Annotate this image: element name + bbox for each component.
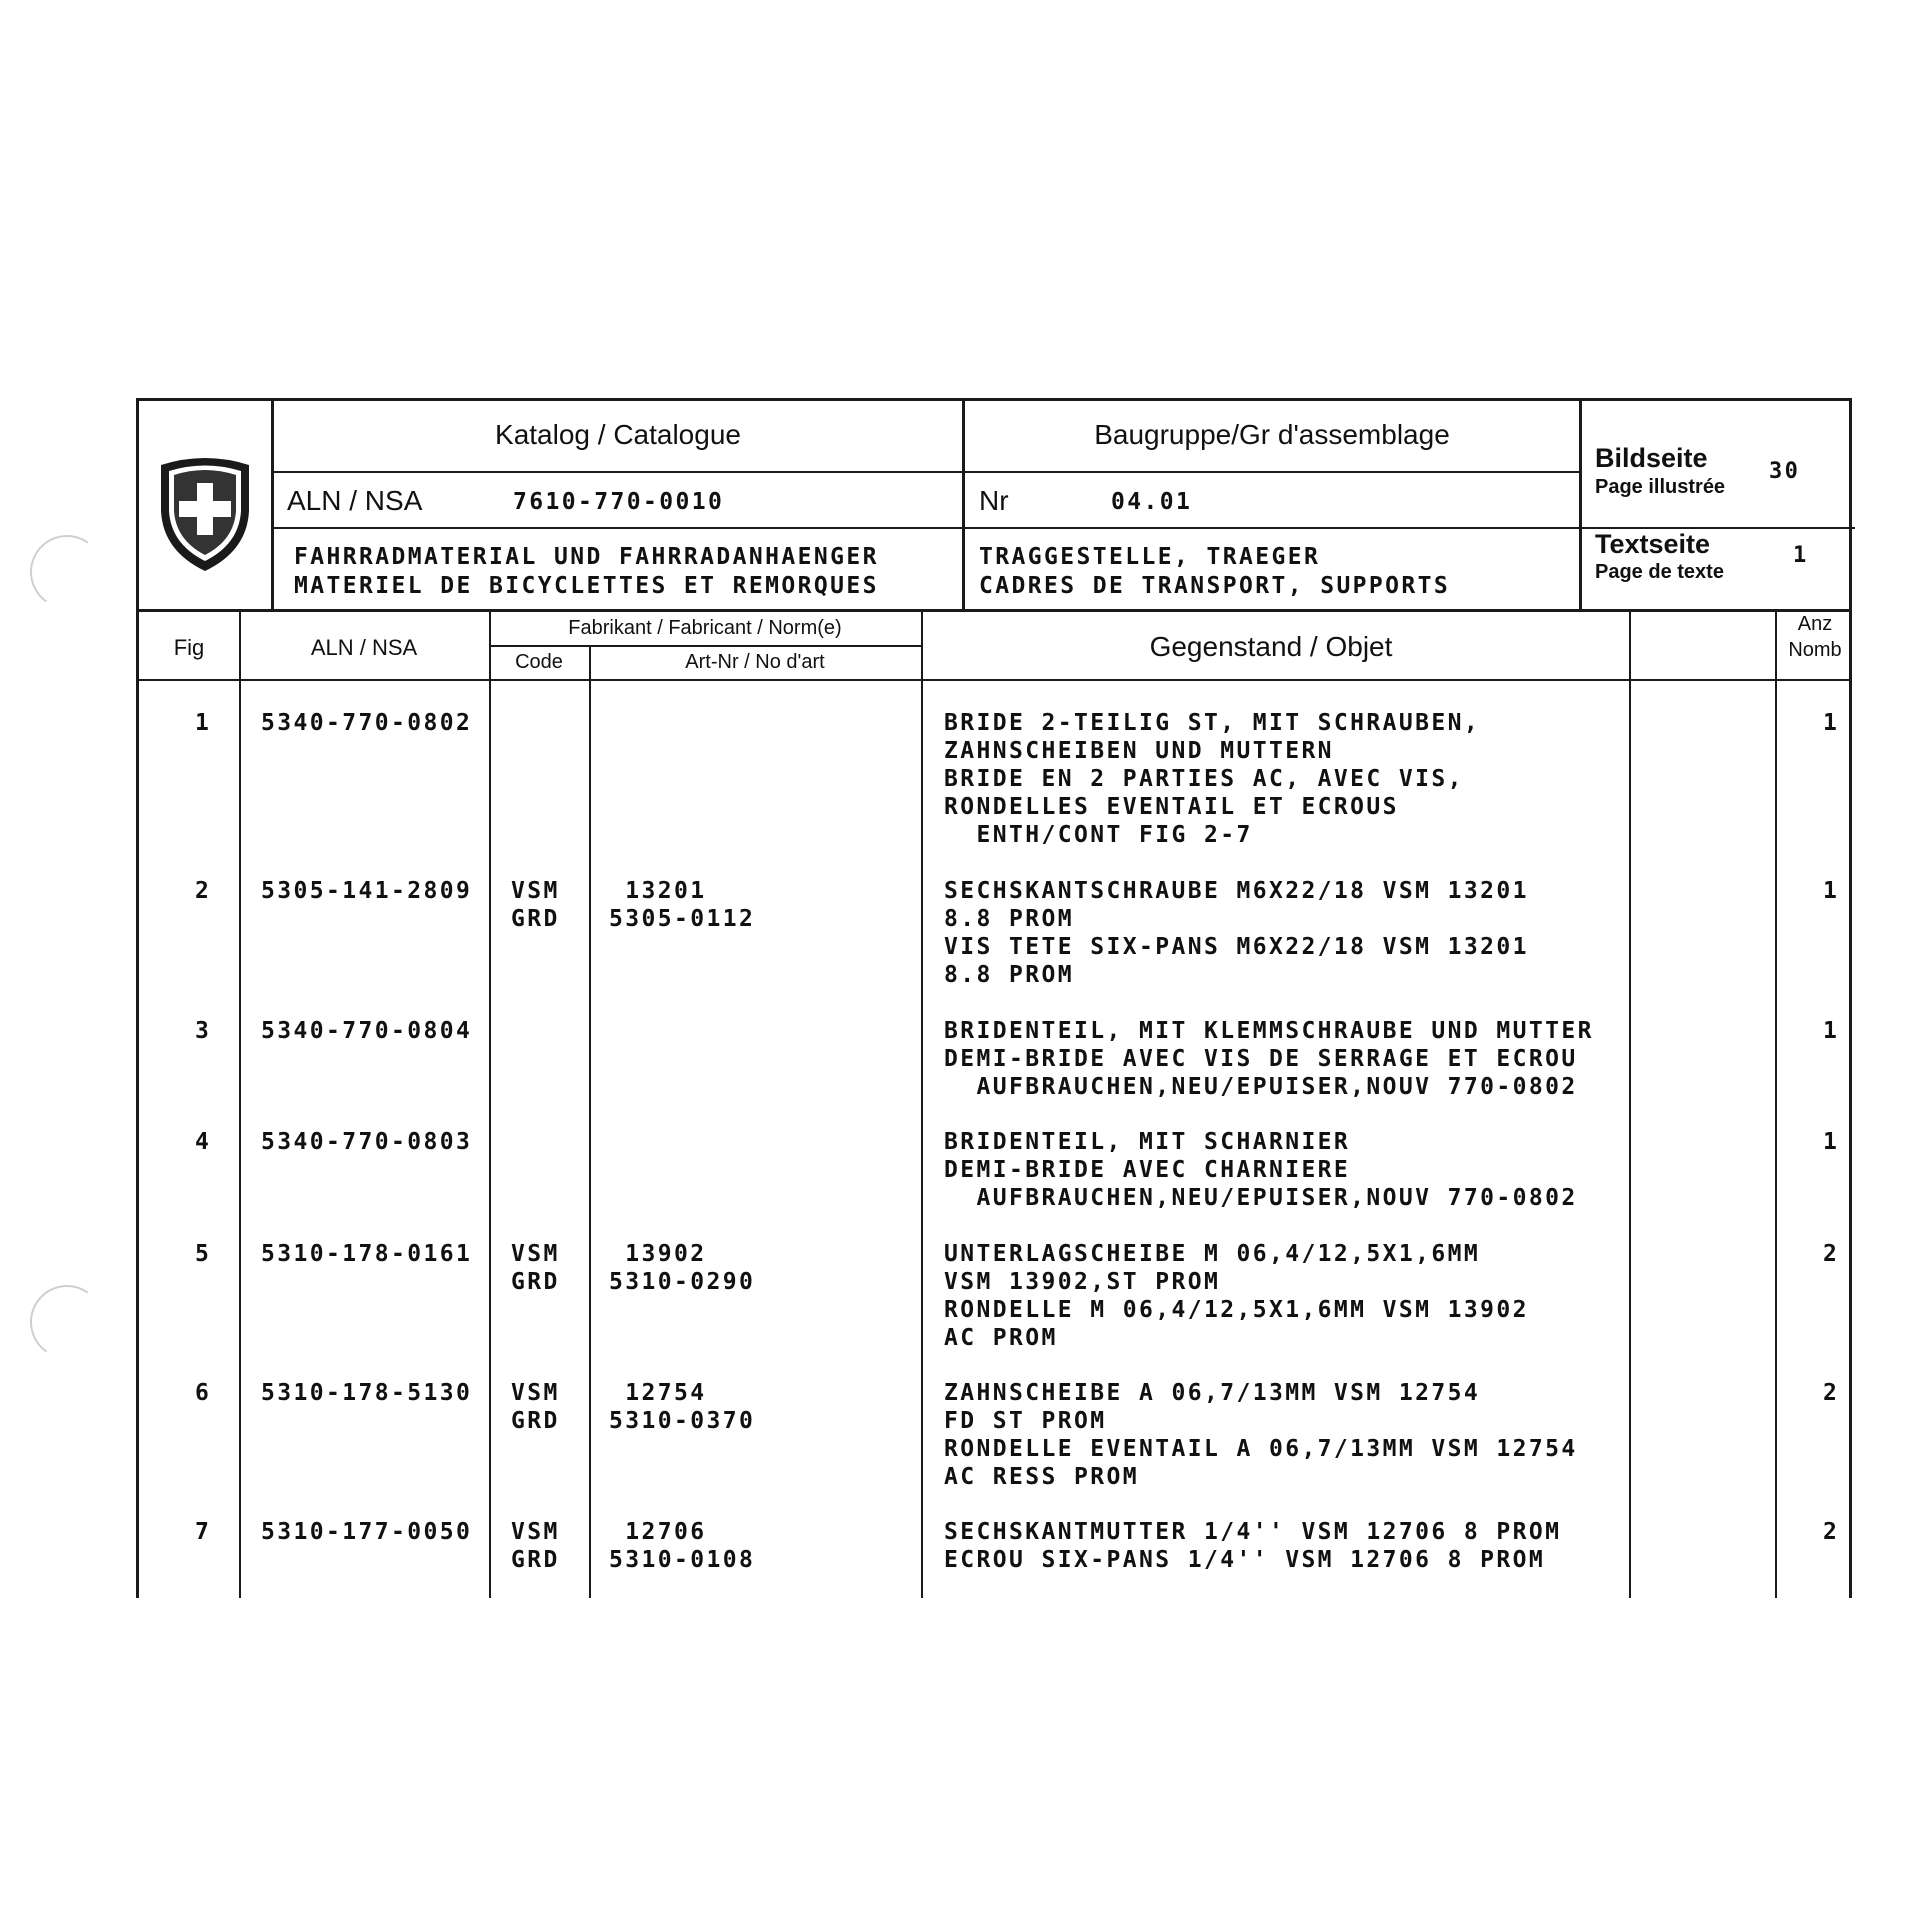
aln-value: 7610-770-0010 xyxy=(513,489,725,515)
assembly-desc-de: TRAGGESTELLE, TRAEGER xyxy=(979,544,1321,570)
row-description: SECHSKANTSCHRAUBE M6X22/18 VSM 13201 8.8 PROM VIS TETE SIX-PANS M6X22/18 VSM 13201 8.8 PROM xyxy=(944,878,1529,988)
table-header xyxy=(139,609,1849,681)
bildseite-sub: Page illustrée xyxy=(1595,476,1726,498)
row-code: VSM GRD xyxy=(511,1380,560,1434)
nr-value: 04.01 xyxy=(1111,489,1193,515)
row-description: BRIDE 2-TEILIG ST, MIT SCHRAUBEN, ZAHNSCHEIBEN UND MUTTERN BRIDE EN 2 PARTIES AC, AVEC VIS, RONDELLES EVENTAIL ET ECROUS ENTH/CONT FIG 2-7 xyxy=(944,710,1481,848)
row-fig: 2 xyxy=(195,878,212,904)
row-fig: 6 xyxy=(195,1380,212,1406)
punch-hole-bottom xyxy=(24,1279,110,1365)
row-art-nr: 12754 5310-0370 xyxy=(609,1380,756,1434)
assembly-desc-fr: CADRES DE TRANSPORT, SUPPORTS xyxy=(979,573,1451,599)
row-fig: 1 xyxy=(195,710,212,736)
col-fig: Fig xyxy=(173,635,205,660)
row-quantity: 2 xyxy=(1823,1380,1840,1406)
row-aln: 5340-770-0804 xyxy=(261,1018,473,1044)
punch-hole-top xyxy=(24,529,110,615)
row-quantity: 1 xyxy=(1823,710,1840,736)
row-aln: 5310-177-0050 xyxy=(261,1519,473,1545)
row-quantity: 1 xyxy=(1823,1129,1840,1155)
row-aln: 5310-178-0161 xyxy=(261,1241,473,1267)
col-object: Gegenstand / Objet xyxy=(1149,631,1393,662)
catalog-title: Katalog / Catalogue xyxy=(495,419,741,450)
row-fig: 3 xyxy=(195,1018,212,1044)
row-aln: 5305-141-2809 xyxy=(261,878,473,904)
row-quantity: 1 xyxy=(1823,878,1840,904)
col-manufacturer: Fabrikant / Fabricant / Norm(e) xyxy=(568,617,842,639)
bildseite-label: Bildseite xyxy=(1595,443,1708,473)
col-qty-nomb: Nomb xyxy=(1788,639,1842,661)
row-code: VSM GRD xyxy=(511,878,560,932)
page-header xyxy=(139,401,1849,612)
textseite-label: Textseite xyxy=(1595,529,1711,559)
row-quantity: 2 xyxy=(1823,1241,1840,1267)
row-aln: 5340-770-0803 xyxy=(261,1129,473,1155)
row-fig: 5 xyxy=(195,1241,212,1267)
catalog-desc-de: FAHRRADMATERIAL UND FAHRRADANHAENGER xyxy=(294,544,879,570)
col-aln: ALN / NSA xyxy=(310,635,418,660)
row-quantity: 1 xyxy=(1823,1018,1840,1044)
aln-label: ALN / NSA xyxy=(287,485,423,516)
row-art-nr: 12706 5310-0108 xyxy=(609,1519,756,1573)
textseite-value: 1 xyxy=(1793,543,1809,568)
nr-label: Nr xyxy=(979,485,1009,516)
row-description: SECHSKANTMUTTER 1/4'' VSM 12706 8 PROM ECROU SIX-PANS 1/4'' VSM 12706 8 PROM xyxy=(944,1519,1562,1573)
row-fig: 7 xyxy=(195,1519,212,1545)
row-description: ZAHNSCHEIBE A 06,7/13MM VSM 12754 FD ST PROM RONDELLE EVENTAIL A 06,7/13MM VSM 12754 AC RESS PROM xyxy=(944,1380,1578,1490)
col-qty-anz: Anz xyxy=(1797,613,1833,635)
textseite-sub: Page de texte xyxy=(1595,561,1724,583)
col-code: Code xyxy=(515,651,563,673)
bildseite-value: 30 xyxy=(1769,459,1801,484)
catalog-page xyxy=(136,398,1852,1598)
row-art-nr: 13201 5305-0112 xyxy=(609,878,756,932)
row-code: VSM GRD xyxy=(511,1519,560,1573)
row-aln: 5310-178-5130 xyxy=(261,1380,473,1406)
swiss-crest-icon xyxy=(139,401,271,609)
catalog-desc-fr: MATERIEL DE BICYCLETTES ET REMORQUES xyxy=(294,573,879,599)
row-description: BRIDENTEIL, MIT SCHARNIER DEMI-BRIDE AVEC CHARNIERE AUFBRAUCHEN,NEU/EPUISER,NOUV 770-0802 xyxy=(944,1129,1578,1211)
row-fig: 4 xyxy=(195,1129,212,1155)
row-description: UNTERLAGSCHEIBE M 06,4/12,5X1,6MM VSM 13902,ST PROM RONDELLE M 06,4/12,5X1,6MM VSM 13902 AC PROM xyxy=(944,1241,1529,1351)
row-description: BRIDENTEIL, MIT KLEMMSCHRAUBE UND MUTTER DEMI-BRIDE AVEC VIS DE SERRAGE ET ECROU AUFBRAUCHEN,NEU/EPUISER,NOUV 770-0802 xyxy=(944,1018,1594,1100)
row-code: VSM GRD xyxy=(511,1241,560,1295)
assembly-title: Baugruppe/Gr d'assemblage xyxy=(1094,419,1450,450)
row-art-nr: 13902 5310-0290 xyxy=(609,1241,756,1295)
row-quantity: 2 xyxy=(1823,1519,1840,1545)
col-art-nr: Art-Nr / No d'art xyxy=(685,651,825,673)
row-aln: 5340-770-0802 xyxy=(261,710,473,736)
